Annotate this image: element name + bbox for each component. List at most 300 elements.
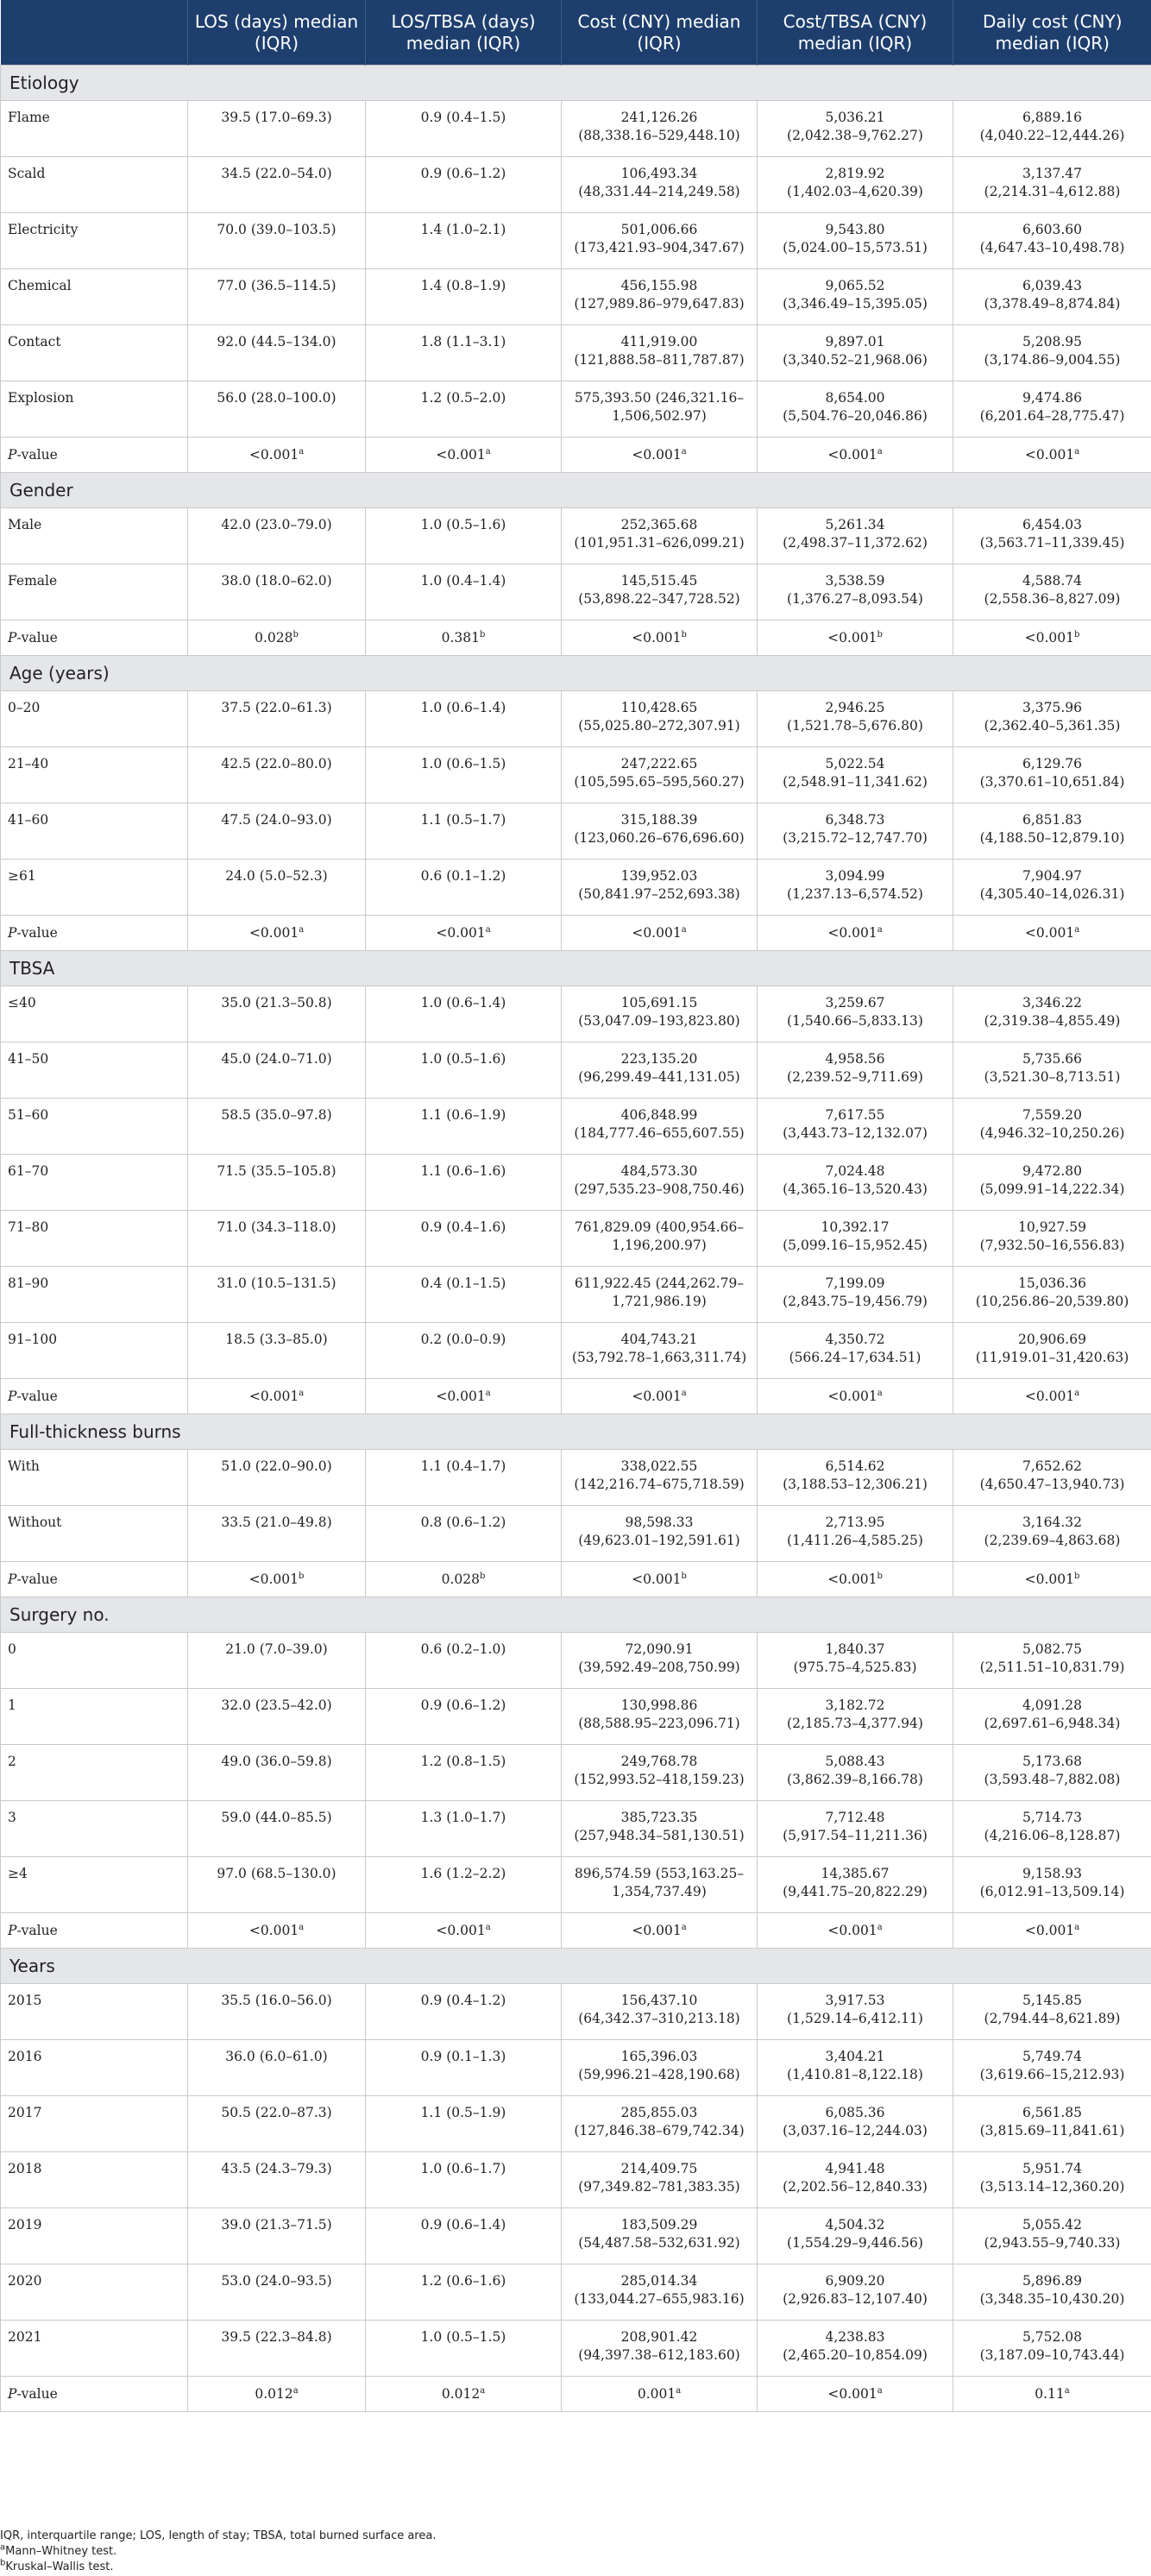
cell-los: 35.0 (21.3–50.8) <box>188 986 366 1042</box>
cell-median: 3,404.21 <box>825 2049 885 2064</box>
cell-daily <box>953 2208 1151 2264</box>
row-label: 1 <box>1 1689 188 1745</box>
cell-iqr: (10,256.86–20,539.80) <box>975 1294 1129 1309</box>
cell-cost-tbsa <box>758 747 953 803</box>
cell-iqr: (2,926.83–12,107.40) <box>783 2291 928 2307</box>
table-row <box>1 1633 1151 1689</box>
cell-daily <box>953 1689 1151 1745</box>
pvalue-text: <0.001 <box>436 924 486 941</box>
row-label: 2021 <box>1 2321 188 2377</box>
pvalue-cell <box>953 1562 1151 1597</box>
cell-median: 5,951.74 <box>1022 2161 1083 2176</box>
cell-los: 53.0 (24.0–93.5) <box>188 2264 366 2321</box>
cell-daily <box>953 1857 1151 1913</box>
cell-cost-tbsa <box>758 2152 953 2208</box>
row-label: Chemical <box>1 269 188 325</box>
cell-daily <box>953 508 1151 564</box>
row-label: Without <box>1 1506 188 1562</box>
row-label: Female <box>1 564 188 620</box>
cell-iqr: (54,487.58–532,631.92) <box>578 2235 740 2251</box>
cell-iqr: (3,215.72–12,747.70) <box>783 830 928 846</box>
cell-los-tbsa: 0.4 (0.1–1.5) <box>366 1267 562 1323</box>
cell-los-tbsa: 1.0 (0.5–1.6) <box>366 1042 562 1099</box>
cell-iqr: (152,993.52–418,159.23) <box>574 1772 745 1787</box>
cell-iqr: (39,592.49–208,750.99) <box>578 1660 740 1675</box>
cell-median: 5,145.85 <box>1022 1993 1083 2008</box>
cell-iqr: (2,239.69–4,863.68) <box>984 1533 1121 1548</box>
cell-iqr: (133,044.27–655,983.16) <box>574 2291 745 2307</box>
cell-daily <box>953 325 1151 381</box>
cell-iqr: (9,441.75–20,822.29) <box>783 1884 928 1899</box>
test-marker: b <box>877 629 883 639</box>
cell-iqr: (2,558.36–8,827.09) <box>984 591 1121 607</box>
row-label: 3 <box>1 1801 188 1857</box>
table-row <box>1 1506 1151 1562</box>
cell-daily <box>953 986 1151 1042</box>
cell-iqr: (2,843.75–19,456.79) <box>783 1294 928 1309</box>
section-header-row <box>1 1597 1151 1633</box>
cell-iqr: (101,951.31–626,099.21) <box>574 535 745 551</box>
pvalue-row <box>1 1913 1151 1949</box>
cell-median: 4,350.72 <box>825 1332 885 1347</box>
cell-iqr: 1,354,737.49) <box>612 1884 707 1899</box>
pvalue-cell <box>188 1379 366 1414</box>
pvalue-label-text: P-value <box>8 629 58 646</box>
cell-los-tbsa: 0.9 (0.6–1.4) <box>366 2208 562 2264</box>
row-label: With <box>1 1450 188 1506</box>
test-marker: a <box>299 1922 305 1932</box>
pvalue-cell <box>188 1913 366 1949</box>
pvalue-label-text: P-value <box>8 2385 58 2402</box>
row-label: 51–60 <box>1 1099 188 1155</box>
table-row <box>1 1450 1151 1506</box>
cell-median: 6,348.73 <box>825 812 885 828</box>
cell-cost <box>562 747 758 803</box>
cell-los-tbsa: 1.2 (0.6–1.6) <box>366 2264 562 2321</box>
cell-los-tbsa: 1.8 (1.1–3.1) <box>366 325 562 381</box>
pvalue-cell <box>562 620 758 656</box>
cell-median: 5,022.54 <box>825 756 885 772</box>
cell-los: 42.0 (23.0–79.0) <box>188 508 366 564</box>
table-row <box>1 1323 1151 1379</box>
pvalue-label <box>1 1379 188 1414</box>
cell-iqr: (173,421.93–904,347.67) <box>574 240 745 255</box>
section-header-row <box>1 656 1151 691</box>
pvalue-label-text: P-value <box>8 1388 58 1404</box>
row-label: ≥61 <box>1 860 188 916</box>
cell-daily <box>953 2264 1151 2321</box>
pvalue-cell <box>188 620 366 656</box>
cell-median: 106,493.34 <box>620 166 698 181</box>
test-marker: a <box>681 446 687 457</box>
section-header-row <box>1 473 1151 508</box>
row-label: 2016 <box>1 2040 188 2096</box>
cell-cost <box>562 1857 758 1913</box>
cell-iqr: (3,187.09–10,743.44) <box>979 2347 1125 2363</box>
row-label: ≤40 <box>1 986 188 1042</box>
cell-cost <box>562 2152 758 2208</box>
pvalue-text: 0.11 <box>1035 2385 1065 2402</box>
pvalue-label-text: P-value <box>8 924 58 941</box>
cell-daily <box>953 2321 1151 2377</box>
cell-iqr: (97,349.82–781,383.35) <box>578 2179 740 2195</box>
cell-iqr: (53,047.09–193,823.80) <box>578 1013 740 1029</box>
cell-iqr: 1,506,502.97) <box>612 408 707 424</box>
cell-iqr: (3,174.86–9,004.55) <box>984 352 1121 368</box>
cell-iqr: (2,042.38–9,762.27) <box>787 128 923 143</box>
cell-median: 3,182.72 <box>825 1697 885 1713</box>
cell-daily <box>953 1450 1151 1506</box>
cell-los: 36.0 (6.0–61.0) <box>188 2040 366 2096</box>
cell-los-tbsa: 0.9 (0.4–1.5) <box>366 101 562 157</box>
pvalue-label-text: P-value <box>8 446 58 463</box>
cell-los-tbsa: 1.1 (0.6–1.9) <box>366 1099 562 1155</box>
test-marker: a <box>877 2385 883 2396</box>
cell-los-tbsa: 1.1 (0.5–1.7) <box>366 803 562 860</box>
cell-median: 5,088.43 <box>825 1754 885 1769</box>
cell-iqr: (1,521.78–5,676.80) <box>787 718 923 734</box>
cell-los-tbsa: 1.4 (1.0–2.1) <box>366 213 562 269</box>
cell-median: 285,855.03 <box>620 2105 698 2120</box>
pvalue-cell <box>188 438 366 473</box>
pvalue-cell <box>953 916 1151 951</box>
cell-cost <box>562 325 758 381</box>
cell-daily <box>953 157 1151 213</box>
test-marker: a <box>485 1388 491 1398</box>
cell-iqr: (3,188.53–12,306.21) <box>783 1477 928 1492</box>
cell-median: 214,409.75 <box>620 2161 698 2176</box>
cell-median: 110,428.65 <box>620 700 698 715</box>
cell-median: 7,559.20 <box>1022 1107 1083 1123</box>
cell-median: 7,652.62 <box>1022 1458 1083 1474</box>
table-row <box>1 1857 1151 1913</box>
cell-cost-tbsa <box>758 1506 953 1562</box>
cell-los-tbsa: 1.2 (0.5–2.0) <box>366 381 562 438</box>
pvalue-cell <box>188 916 366 951</box>
cell-los-tbsa: 1.4 (0.8–1.9) <box>366 269 562 325</box>
cell-median: 5,208.95 <box>1022 334 1083 350</box>
table-row <box>1 803 1151 860</box>
test-marker: b <box>681 1571 687 1581</box>
cell-los-tbsa: 1.3 (1.0–1.7) <box>366 1801 562 1857</box>
cell-los: 39.0 (21.3–71.5) <box>188 2208 366 2264</box>
cell-los: 21.0 (7.0–39.0) <box>188 1633 366 1689</box>
section-title: Years <box>1 1949 1151 1984</box>
pvalue-cell <box>758 1562 953 1597</box>
pvalue-text: <0.001 <box>827 629 877 646</box>
cell-iqr: (975.75–4,525.83) <box>793 1660 917 1675</box>
cell-iqr: (3,346.49–15,395.05) <box>783 296 928 312</box>
test-marker: a <box>485 924 491 935</box>
cell-iqr: (3,619.66–15,212.93) <box>979 2067 1125 2082</box>
table-row <box>1 2321 1151 2377</box>
cell-iqr: (2,185.73–4,377.94) <box>787 1716 923 1731</box>
cell-iqr: (4,647.43–10,498.78) <box>979 240 1125 255</box>
cell-median: 6,561.85 <box>1022 2105 1083 2120</box>
cell-iqr: (184,777.46–655,607.55) <box>574 1125 745 1141</box>
row-label: 0–20 <box>1 691 188 747</box>
cell-daily <box>953 2152 1151 2208</box>
test-marker: a <box>681 924 687 935</box>
cell-median: 4,238.83 <box>825 2329 885 2345</box>
cell-iqr: (5,917.54–11,211.36) <box>783 1828 928 1843</box>
cell-iqr: (4,946.32–10,250.26) <box>979 1125 1125 1141</box>
pvalue-cell <box>366 438 562 473</box>
table-row <box>1 860 1151 916</box>
cell-iqr: (48,331.44–214,249.58) <box>578 184 740 199</box>
pvalue-text: <0.001 <box>827 924 877 941</box>
cell-iqr: (4,650.47–13,940.73) <box>979 1477 1125 1492</box>
cell-daily <box>953 1984 1151 2040</box>
table-row <box>1 2264 1151 2321</box>
cell-cost-tbsa <box>758 1633 953 1689</box>
cell-cost <box>562 803 758 860</box>
header-cell-daily-cost: Daily cost (CNY) median (IQR) <box>953 0 1151 66</box>
cell-median: 3,164.32 <box>1022 1515 1083 1530</box>
header-cell-los: LOS (days) median (IQR) <box>188 0 366 66</box>
table-row <box>1 508 1151 564</box>
cell-median: 7,617.55 <box>825 1107 885 1123</box>
section-title: Gender <box>1 473 1151 508</box>
section-title: TBSA <box>1 951 1151 986</box>
row-label: 2020 <box>1 2264 188 2321</box>
cell-los-tbsa: 1.0 (0.4–1.4) <box>366 564 562 620</box>
cell-median: 7,024.48 <box>825 1163 885 1179</box>
table-header <box>1 0 1151 66</box>
pvalue-text: 0.001 <box>637 2385 676 2402</box>
cell-cost <box>562 2040 758 2096</box>
cell-cost <box>562 269 758 325</box>
cell-median: 4,941.48 <box>825 2161 885 2176</box>
section-title: Full-thickness burns <box>1 1414 1151 1450</box>
row-label: 41–60 <box>1 803 188 860</box>
cell-iqr: (5,099.91–14,222.34) <box>979 1181 1125 1197</box>
pvalue-label <box>1 1562 188 1597</box>
footnote-text: Kruskal–Wallis test. <box>5 2560 114 2573</box>
cell-los-tbsa: 1.1 (0.5–1.9) <box>366 2096 562 2152</box>
cell-los-tbsa: 0.8 (0.6–1.2) <box>366 1506 562 1562</box>
cell-median: 15,036.36 <box>1018 1275 1086 1291</box>
cell-cost <box>562 2208 758 2264</box>
row-label: 2018 <box>1 2152 188 2208</box>
test-marker: b <box>479 1571 486 1581</box>
cell-iqr: (94,397.38–612,183.60) <box>578 2347 740 2363</box>
cell-cost <box>562 986 758 1042</box>
cell-los-tbsa: 1.6 (1.2–2.2) <box>366 1857 562 1913</box>
cell-los: 42.5 (22.0–80.0) <box>188 747 366 803</box>
cell-los-tbsa: 1.1 (0.4–1.7) <box>366 1450 562 1506</box>
table-row <box>1 1267 1151 1323</box>
cell-iqr: (5,024.00–15,573.51) <box>783 240 928 255</box>
cell-los-tbsa: 0.2 (0.0–0.9) <box>366 1323 562 1379</box>
pvalue-text: <0.001 <box>248 1571 299 1587</box>
pvalue-row <box>1 438 1151 473</box>
cell-cost-tbsa <box>758 691 953 747</box>
cell-cost-tbsa <box>758 381 953 438</box>
test-marker: a <box>681 1922 687 1932</box>
test-marker: a <box>485 446 491 457</box>
test-marker: a <box>877 1388 883 1398</box>
section-title: Surgery no. <box>1 1597 1151 1633</box>
cell-median: 252,365.68 <box>620 517 698 532</box>
table-row <box>1 691 1151 747</box>
pvalue-cell <box>366 2377 562 2412</box>
cell-iqr: (4,305.40–14,026.31) <box>979 886 1125 902</box>
pvalue-cell <box>953 2377 1151 2412</box>
pvalue-cell <box>562 2377 758 2412</box>
cell-iqr: (3,563.71–11,339.45) <box>979 535 1125 551</box>
cell-cost-tbsa <box>758 157 953 213</box>
cell-los-tbsa: 0.9 (0.4–1.2) <box>366 1984 562 2040</box>
table-row <box>1 157 1151 213</box>
pvalue-cell <box>366 1562 562 1597</box>
pvalue-row <box>1 2377 1151 2412</box>
row-label: 2017 <box>1 2096 188 2152</box>
cell-daily <box>953 1323 1151 1379</box>
cell-median: 456,155.98 <box>620 278 698 293</box>
cell-iqr: (2,943.55–9,740.33) <box>984 2235 1121 2251</box>
cell-los-tbsa: 0.9 (0.4–1.6) <box>366 1211 562 1267</box>
test-marker: b <box>479 629 486 639</box>
cell-cost <box>562 1323 758 1379</box>
cell-iqr: (2,239.52–9,711.69) <box>787 1069 923 1085</box>
cell-cost <box>562 1155 758 1211</box>
pvalue-cell <box>366 1379 562 1414</box>
cell-cost <box>562 2096 758 2152</box>
section-header-row <box>1 1949 1151 1984</box>
pvalue-cell <box>366 620 562 656</box>
cell-median: 6,889.16 <box>1022 110 1083 125</box>
test-marker: a <box>676 2385 682 2396</box>
cell-median: 223,135.20 <box>620 1051 698 1067</box>
pvalue-text: <0.001 <box>248 924 299 941</box>
cell-median: 5,055.42 <box>1022 2217 1083 2233</box>
cell-median: 2,946.25 <box>825 700 885 715</box>
table-row <box>1 381 1151 438</box>
cell-median: 4,958.56 <box>825 1051 885 1067</box>
cell-iqr: (1,376.27–8,093.54) <box>787 591 923 607</box>
pvalue-text: <0.001 <box>632 1922 682 1938</box>
cell-cost-tbsa <box>758 860 953 916</box>
table-row <box>1 1801 1151 1857</box>
cell-cost-tbsa <box>758 2264 953 2321</box>
cell-los: 39.5 (17.0–69.3) <box>188 101 366 157</box>
footnote-text: IQR, interquartile range; LOS, length of stay; TBSA, total burned surface area. <box>0 2529 437 2542</box>
cell-median: 3,259.67 <box>825 995 885 1011</box>
test-marker: a <box>877 1922 883 1932</box>
cell-los: 47.5 (24.0–93.0) <box>188 803 366 860</box>
cell-iqr: (1,237.13–6,574.52) <box>787 886 923 902</box>
cell-cost-tbsa <box>758 2208 953 2264</box>
pvalue-row <box>1 916 1151 951</box>
cell-cost <box>562 1801 758 1857</box>
test-marker: a <box>1074 1388 1080 1398</box>
cell-iqr: 1,196,200.97) <box>612 1238 707 1253</box>
cell-cost-tbsa <box>758 1042 953 1099</box>
cell-iqr: (59,996.21–428,190.68) <box>578 2067 740 2082</box>
cell-median: 5,752.08 <box>1022 2329 1083 2345</box>
cell-los: 32.0 (23.5–42.0) <box>188 1689 366 1745</box>
pvalue-cell <box>953 1379 1151 1414</box>
cell-cost-tbsa <box>758 564 953 620</box>
footnote-text: Mann–Whitney test. <box>5 2545 117 2558</box>
cell-median: 5,714.73 <box>1022 1810 1083 1825</box>
cell-cost-tbsa <box>758 101 953 157</box>
cell-iqr: (1,529.14–6,412.11) <box>787 2011 923 2026</box>
test-marker: a <box>877 924 883 935</box>
cell-daily <box>953 803 1151 860</box>
cell-los: 34.5 (22.0–54.0) <box>188 157 366 213</box>
cell-los: 51.0 (22.0–90.0) <box>188 1450 366 1506</box>
pvalue-text: <0.001 <box>248 1922 299 1938</box>
pvalue-cell <box>953 1913 1151 1949</box>
pvalue-cell <box>562 1913 758 1949</box>
test-marker: a <box>292 2385 299 2396</box>
cell-iqr: (3,593.48–7,882.08) <box>984 1772 1121 1787</box>
row-label: Explosion <box>1 381 188 438</box>
cell-daily <box>953 101 1151 157</box>
cell-iqr: (3,443.73–12,132.07) <box>783 1125 928 1141</box>
pvalue-cell <box>562 1379 758 1414</box>
test-marker: b <box>1073 1571 1080 1581</box>
pvalue-text: <0.001 <box>1024 1388 1075 1404</box>
cell-median: 7,199.09 <box>825 1275 885 1291</box>
cell-los: 56.0 (28.0–100.0) <box>188 381 366 438</box>
test-marker: a <box>299 1388 305 1398</box>
cell-los: 33.5 (21.0–49.8) <box>188 1506 366 1562</box>
cell-los-tbsa: 1.0 (0.6–1.4) <box>366 691 562 747</box>
cell-daily <box>953 564 1151 620</box>
cell-median: 761,829.09 (400,954.66– <box>574 1219 745 1235</box>
cell-iqr: (3,521.30–8,713.51) <box>984 1069 1121 1085</box>
test-marker: a <box>1074 1922 1080 1932</box>
cell-iqr: (88,338.16–529,448.10) <box>578 128 740 143</box>
cell-cost-tbsa <box>758 2040 953 2096</box>
cell-median: 183,509.29 <box>620 2217 698 2233</box>
pvalue-cell <box>758 916 953 951</box>
cell-cost <box>562 1267 758 1323</box>
cell-iqr: 1,721,986.19) <box>612 1294 707 1309</box>
pvalue-text: 0.381 <box>441 629 480 646</box>
cell-los: 92.0 (44.5–134.0) <box>188 325 366 381</box>
pvalue-text: <0.001 <box>632 1388 682 1404</box>
cell-median: 165,396.03 <box>620 2049 698 2064</box>
cell-iqr: (3,378.49–8,874.84) <box>984 296 1121 312</box>
cell-iqr: (3,513.14–12,360.20) <box>979 2179 1125 2195</box>
cell-iqr: (127,846.38–679,742.34) <box>574 2123 745 2138</box>
test-marker: b <box>298 1571 305 1581</box>
pvalue-text: <0.001 <box>827 1388 877 1404</box>
cell-daily <box>953 213 1151 269</box>
section-header-row <box>1 1414 1151 1450</box>
cell-cost-tbsa <box>758 213 953 269</box>
cell-median: 575,393.50 (246,321.16– <box>574 390 745 406</box>
cell-median: 3,375.96 <box>1022 700 1083 715</box>
table-body <box>1 66 1151 2412</box>
cell-median: 3,094.99 <box>825 868 885 884</box>
footnote <box>0 2529 436 2544</box>
pvalue-text: <0.001 <box>1024 1922 1075 1938</box>
cell-los: 37.5 (22.0–61.3) <box>188 691 366 747</box>
table-row <box>1 747 1151 803</box>
test-marker: a <box>480 2385 486 2396</box>
pvalue-cell <box>953 620 1151 656</box>
cell-iqr: (49,623.01–192,591.61) <box>578 1533 740 1548</box>
cell-cost <box>562 1984 758 2040</box>
cell-los-tbsa: 1.0 (0.6–1.5) <box>366 747 562 803</box>
row-label: 21–40 <box>1 747 188 803</box>
pvalue-label <box>1 620 188 656</box>
